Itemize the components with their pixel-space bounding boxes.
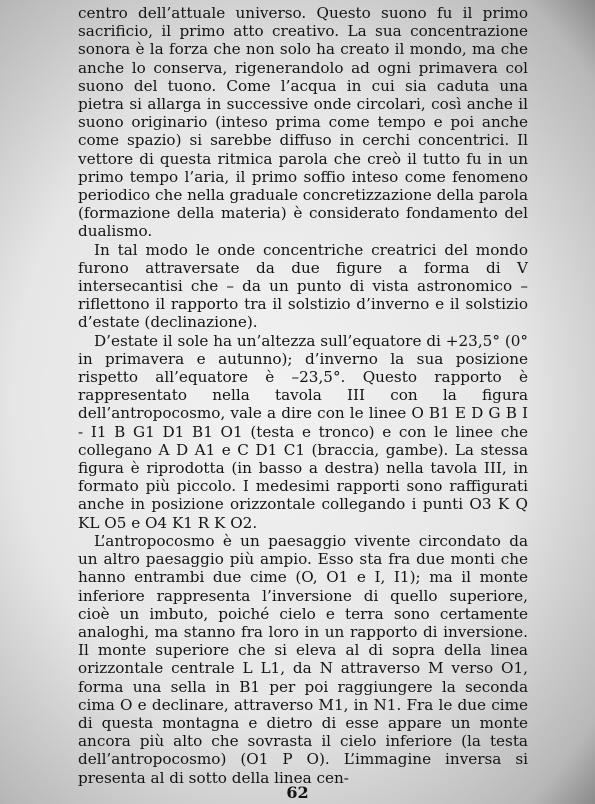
paragraph-3: D’estate il sole ha un’altezza sull’equatore di +23,5° (0° in primavera e autunno); d’inverno la sua posizione rispetto all’equatore è –23,5°. Questo rapporto è rappresentato nella tavola III con la figura dell’antropocosmo, vale a dire con le linee O B1 E D G B I - I1 B G1 D1 B1 O1 (testa e tronco) e con le linee che collegano A D A1 e C D1 C1 (braccia, gambe). La stessa figura è riprodotta (in basso a destra) nella tavola III, in formato più piccolo. I medesimi rapporti sono raffigurati anche in posizione orizzontale collegando i punti O3 K Q KL O5 e O4 K1 R K O2. (78, 331, 528, 532)
page-number: 62 (286, 783, 309, 802)
paragraph-1: centro dell’attuale universo. Questo suono fu il primo sacrificio, il primo atto creativo. La sua concentrazione sonora è la forza che non solo ha creato il mondo, ma che anche lo conserva, rigenerandolo ad ogni primavera col suono del tuono. Come l’acqua in cui sia caduta una pietra si allarga in successive onde circolari, così anche il suono originario (inteso prima come tempo e poi anche come spazio) si sarebbe diffuso in cerchi concentrici. Il vettore di questa ritmica parola che creò il tutto fu in un primo tempo l’aria, il primo soffio inteso come fenomeno periodico che nella graduale concretizzazione della parola (formazione della materia) è considerato fondamento del dualismo. (78, 4, 528, 241)
body-text (78, 4, 528, 787)
paragraph-2: In tal modo le onde concentriche creatrici del mondo furono attraversate da due figure a forma di V intersecantisi che – da un punto di vista astronomico – riflettono il rapporto tra il solstizio d’inverno e il solstizio d’estate (declinazione). (78, 240, 528, 332)
paragraph-4: L’antropocosmo è un paesaggio vivente circondato da un altro paesaggio più ampio. Esso sta fra due monti che hanno entrambi due cime (O, O1 e I, I1); ma il monte inferiore rappresenta l’inversione di quello superiore, cioè un imbuto, poiché cielo e terra sono certamente analoghi, ma stanno fra loro in un rapporto di inversione. Il monte superiore che si eleva al di sopra della linea orizzontale centrale L L1, da N attraverso M verso O1, forma una sella in B1 per poi raggiungere la seconda cima O e declinare, attraverso M1, in N1. Fra le due cime di questa montagna e dietro di esse appare un monte ancora più alto che sovrasta il cielo inferiore (la testa dell’antropocosmo) (O1 P O). L’immagine inversa si presenta al di sotto della linea cen- (78, 531, 528, 787)
